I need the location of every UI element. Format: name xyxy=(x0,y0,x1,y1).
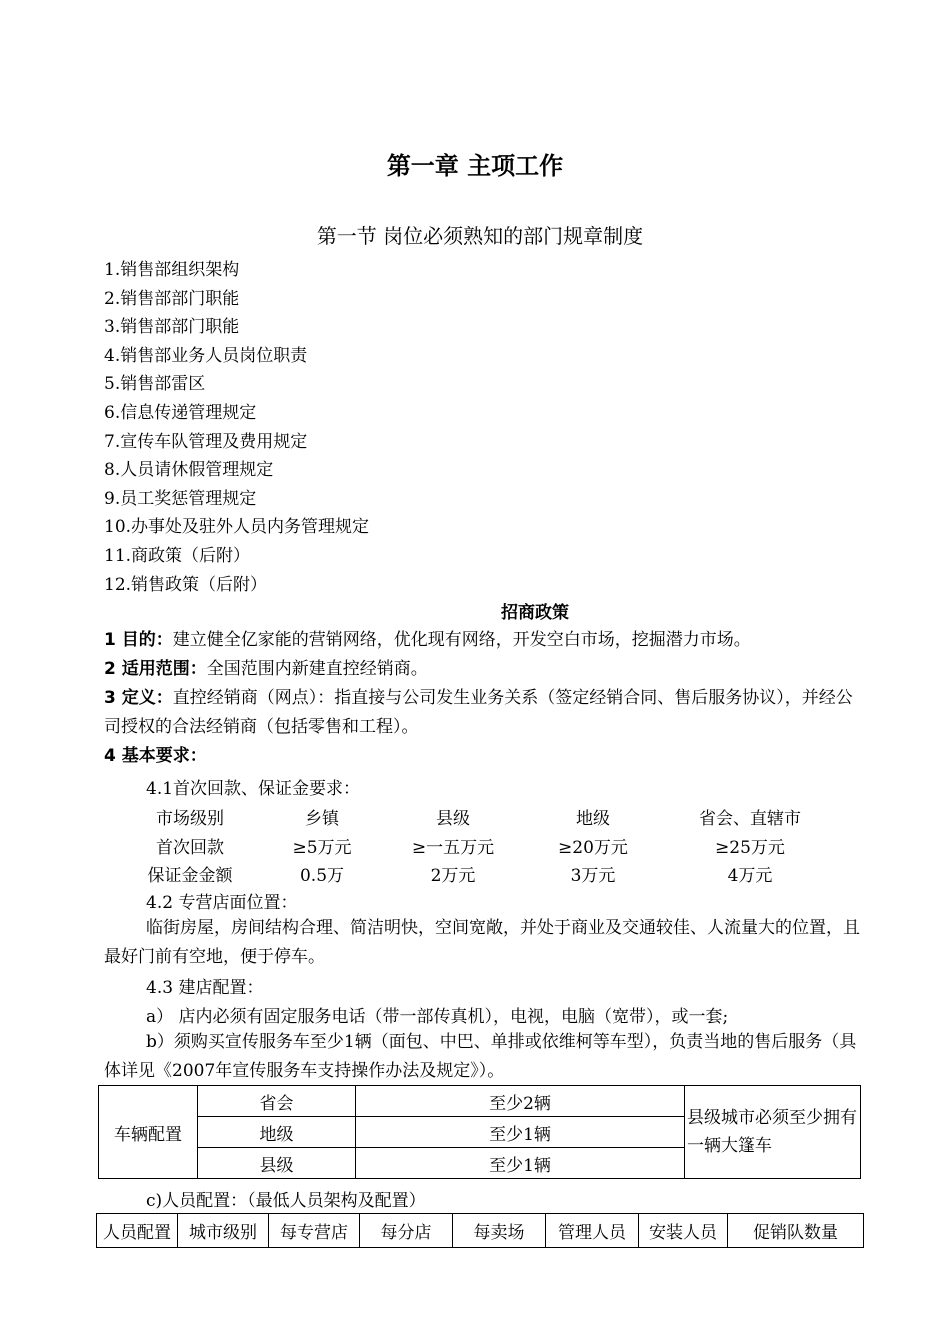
list-item: 9.员工奖惩管理规定 xyxy=(104,488,257,509)
purpose-text: 建立健全亿家能的营销网络，优化现有网络，开发空白市场，挖掘潜力市场。 xyxy=(172,630,751,650)
list-item: 5.销售部雷区 xyxy=(104,374,206,395)
grid-cell: 首次回款 xyxy=(156,838,224,858)
requirements-label: 4 基本要求： xyxy=(104,746,207,766)
policy-title: 招商政策 xyxy=(501,603,569,623)
grid-header: 地级 xyxy=(576,809,610,829)
grid-cell: 3万元 xyxy=(570,866,616,886)
table-header: 人员配置 xyxy=(97,1214,178,1248)
list-item: 7.宣传车队管理及费用规定 xyxy=(104,431,308,452)
grid-cell: 保证金金额 xyxy=(147,866,233,886)
list-item: 11.商政策（后附） xyxy=(104,545,251,566)
grid-header: 省会、直辖市 xyxy=(699,809,801,829)
list-item: 6.信息传递管理规定 xyxy=(104,402,257,423)
table-header: 安装人员 xyxy=(639,1214,728,1248)
list-item: 8.人员请休假管理规定 xyxy=(104,460,274,481)
subsection-4-2: 4.2 专营店面位置： xyxy=(146,893,298,913)
requirements-heading xyxy=(104,742,860,771)
grid-cell: ≥5万元 xyxy=(292,838,352,858)
scope-paragraph xyxy=(104,655,860,684)
grid-header: 市场级别 xyxy=(156,809,224,829)
definition-text: 直控经销商（网点）：指直接与公司发生业务关系（签定经销合同、售后服务协议），并经公司授权的合法经销商（包括零售和工程）。 xyxy=(104,688,853,737)
grid-cell: 4万元 xyxy=(727,866,773,886)
section-title: 第一节 岗位必须熟知的部门规章制度 xyxy=(316,224,644,248)
item-b: b）须购买宣传服务车至少1辆（面包、中巴、单排或依维柯等车型），负责当地的售后服务（具体详见《2007年宣传服务车支持操作办法及规定》）。 xyxy=(104,1032,857,1081)
purpose-paragraph xyxy=(104,626,860,655)
grid-cell: 2万元 xyxy=(430,866,476,886)
table-header: 促销队数量 xyxy=(728,1214,864,1248)
grid-header: 县级 xyxy=(436,809,470,829)
table-cell: 至少1辆 xyxy=(356,1148,685,1179)
list-item: 2.销售部部门职能 xyxy=(104,288,240,309)
item-a: a） 店内必须有固定服务电话（带一部传真机），电视，电脑（宽带），或一套; xyxy=(146,1007,729,1027)
vehicle-config-table xyxy=(98,1085,861,1179)
list-item: 4.销售部业务人员岗位职责 xyxy=(104,345,308,366)
grid-header: 乡镇 xyxy=(305,809,339,829)
table-header: 每专营店 xyxy=(269,1214,360,1248)
list-item: 10.办事处及驻外人员内务管理规定 xyxy=(104,517,370,538)
item-c: c)人员配置：（最低人员架构及配置） xyxy=(146,1191,426,1211)
scope-text: 全国范围内新建直控经销商。 xyxy=(206,659,428,679)
table-cell: 地级 xyxy=(198,1117,356,1148)
vehicle-config-label: 车辆配置 xyxy=(99,1086,198,1179)
purpose-label: 1 目的： xyxy=(104,630,173,650)
table-cell: 省会 xyxy=(198,1086,356,1117)
definition-label: 3 定义： xyxy=(104,688,173,708)
table-header: 每卖场 xyxy=(453,1214,546,1248)
grid-cell: ≥25万元 xyxy=(715,838,785,858)
subsection-4-3: 4.3 建店配置： xyxy=(146,978,264,998)
grid-cell: 0.5万 xyxy=(299,866,345,886)
subsection-4-1: 4.1首次回款、保证金要求： xyxy=(146,779,361,799)
table-header: 城市级别 xyxy=(178,1214,269,1248)
location-paragraph: 临街房屋，房间结构合理、简洁明快，空间宽敞，并处于商业及交通较佳、人流量大的位置，且最好门前有空地，便于停车。 xyxy=(104,918,860,967)
staff-config-table xyxy=(96,1213,864,1248)
table-header: 管理人员 xyxy=(546,1214,639,1248)
chapter-title: 第一章 主项工作 xyxy=(386,152,564,180)
table-header: 每分店 xyxy=(360,1214,453,1248)
scope-label: 2 适用范围： xyxy=(104,659,207,679)
regulation-list xyxy=(104,256,369,599)
grid-cell: ≥20万元 xyxy=(558,838,628,858)
table-cell: 至少1辆 xyxy=(356,1117,685,1148)
list-item: 3.销售部部门职能 xyxy=(104,317,240,338)
list-item: 1.销售部组织架构 xyxy=(104,260,240,280)
table-cell: 县级 xyxy=(198,1148,356,1179)
vehicle-config-note: 县级城市必须至少拥有一辆大篷车 xyxy=(685,1086,861,1179)
payment-requirements-grid xyxy=(0,800,950,890)
list-item: 12.销售政策（后附） xyxy=(104,574,268,595)
grid-cell: ≥一五万元 xyxy=(411,838,495,858)
table-cell: 至少2辆 xyxy=(356,1086,685,1117)
definition-paragraph xyxy=(104,684,864,742)
